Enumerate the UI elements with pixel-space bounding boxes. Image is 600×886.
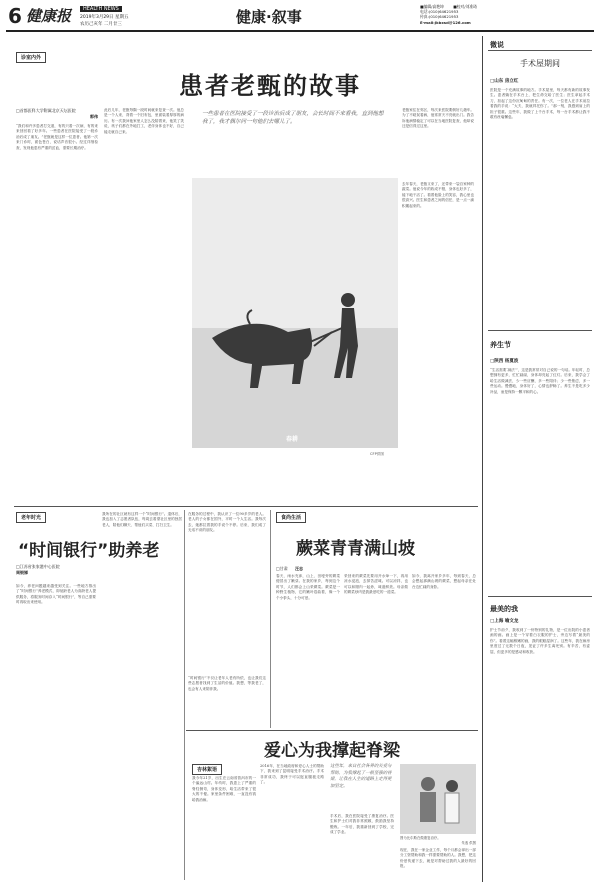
lunar-date: 农历己亥年 二月廿三 xyxy=(80,22,122,27)
main-title: 患者老甄的故事 xyxy=(179,72,361,100)
main-text-col2: 此后几年，老甄每隔一段时间就来复查一次。他总是一个人来，背着一个旧布包，里面装着厚厚的病历。有一次我问他家里人怎么没陪着来，他笑了笑说，孩子们都在外地打工，老伴身体也不好，自己能走就自己来。 xyxy=(104,108,184,134)
main-text-col3: 老甄家住在郊区，每次来医院要倒好几趟车。为了不耽误看病，他常常天不亮就出门。我告诉他病情稳定了可以在当地医院复查，他却说还是信得过这里。 xyxy=(402,108,474,129)
byline-author: 郭伟 xyxy=(90,114,98,119)
main-bottom-rule xyxy=(14,506,478,507)
column-tag: 诊室内外 xyxy=(16,52,46,63)
story2-text-col3: 在服务的过程中，我认识了一位90多岁的老人。老人的子女都在国外，平时一个人生活。我每次去，她都拉着我的手说个不停。后来，我们成了无话不谈的朋友。 xyxy=(188,512,266,533)
story4-text-col2: 2016年，在当地政府和爱心人士的帮助下，我来到了昆明接受手术治疗。手术非常成功，我终于可以挺直腰板走路了。 xyxy=(260,764,324,785)
sidebar-text-3: 护士节前夕，我收到了一份特别的礼物，是一位出院的小患者画的画。画上是一个穿着白衣服的护士，旁边写着“最美的你”。看着这幅稚嫩的画，我的眼眶湿润了。这些年，我在病房里度过了无数个日夜，见证了许多生离死别。有辛苦，有委屈，但更多的是感动和收获。 xyxy=(490,628,590,654)
story4-top-rule xyxy=(186,730,478,731)
sidebar-byline-2: □陕西 杨夏波 xyxy=(490,359,519,364)
proof: ■校对/刘准琦 xyxy=(453,4,477,9)
sidebar-rule-3 xyxy=(488,596,592,597)
sidebar-text-1: 医院是一个充满故事的地方。手术屋里，每天都有新的故事发生。患者躺在手术台上，把生命交给了医生；医生拿起手术刀，担起了这份沉甸甸的责任。有一次，一位老人在手术前拉着我的手说：“大夫，我就拜托你了。”那一刻，我感到肩上的担子很重。这些年，我做了上千台手术，每一台手术都让我不敢有丝毫懈怠。 xyxy=(490,88,590,120)
page-number: 6 xyxy=(8,4,22,28)
issue-date: 2019年3月29日 星期五 xyxy=(80,15,129,20)
rehab-photo-illustration xyxy=(400,764,476,834)
main-byline xyxy=(16,108,98,120)
editor-info xyxy=(420,4,592,25)
main-text-col4: 去年春天，老甄又来了，还带来一袋自家种的蔬菜。他说今年的收成不错，身体也好多了，能下地干活了。看着他脸上的笑容，我心里也很高兴。医生和患者之间的信任，是一点一滴积累起来的。 xyxy=(402,182,474,208)
story3-divider xyxy=(270,510,271,728)
story2-column-tag: 老年时光 xyxy=(16,512,46,523)
story2-divider xyxy=(184,510,185,880)
story4-credit: 朱逸 供图 xyxy=(461,840,476,845)
story2-byline-org: □江苏省张家港中心医院 xyxy=(16,564,60,569)
story3-text-col1: 春天，雨水充沛，山上、田埂旁的蕨菜便冒出了嫩芽。在我的家乡，每到这个时节，人们都会上山采蕨菜。蕨菜是一种野生植物，它的嫩叶卷曲着，像一个个小拳头，十分可爱。 xyxy=(276,574,340,600)
channel-title: 健康·叙事 xyxy=(236,8,302,26)
sidebar-label-2: 养生节 xyxy=(490,341,511,349)
story2-text-col4: “时间银行”不仅让老年人老有所依，也让我们这些志愿者找到了生活的价值。我想，等我老了，也会有人来陪伴我。 xyxy=(188,676,266,691)
main-text-col1: “我们和许多患者打交道，有的只看一次病，有的来来回回看了好多年。一些患者在医院接受了一段诊治后成了朋友。”老甄就是这样一位患者。他第一次来门诊时，面色苍白，说话声音很小。经过详细检查，发现他患有严重的贫血，需要长期治疗。 xyxy=(16,124,98,150)
masthead xyxy=(8,4,218,30)
story2-text-col2: 我所在的社区就有这样一个“时间银行”。退休后，我也加入了志愿者队伍，每周去看望社区里的独居老人，陪他们聊天、帮他们买菜、打扫卫生。 xyxy=(102,512,182,527)
story4-title: 爱心为我撑起脊梁 xyxy=(264,741,400,761)
story2-byline xyxy=(16,564,96,576)
sidebar-byline-1: □山东 房立红 xyxy=(490,79,519,84)
story4-text-col1: 我今年21岁，出生在云南省普洱市的一个偏远山村。年幼时，我患上了严重的脊柱侧弯，身体变形，给生活带来了很大的不便。家里条件困难，一直没有钱给我治病。 xyxy=(192,776,256,802)
pullquote: 一些患者在医院接受了一段诊治后成了朋友，会长时间不来看我，直到他想我了，我才偶尔问一句他们去哪儿了。 xyxy=(202,111,384,125)
phone: 电话:(010)64621953 xyxy=(420,9,459,15)
story4-pullquote: 这些年，来自社会各界的关爱与帮助，为我撑起了一根坚强的脊梁，让我在人生的道路上走得更加坚定。 xyxy=(330,764,392,789)
sidebar-rule-1 xyxy=(488,50,592,51)
photo-caption: 春耕 xyxy=(286,436,299,443)
main-photo xyxy=(192,178,398,448)
sidebar-text-2: “生活需要‘减法’”，这是我常常对自己说的一句话。年轻时，总想拥有更多，忙忙碌碌，身体却亮起了红灯。后来，我学会了给生活做减法，少一些应酬，多一些陪伴；少一些焦虑，多一些运动。慢慢地，身体好了，心情也舒畅了。养生不是吃多少补品，而是保持一颗平和的心。 xyxy=(490,368,590,394)
story3-text-col2: 采回来的蕨菜先要用开水焯一下，再用凉水浸泡，去掉苦涩味。可以凉拌，也可以和腊肉一起炒，味道鲜美。母亲做的蕨菜炒肉是我最爱吃的一道菜。 xyxy=(344,574,408,595)
story3-byline xyxy=(276,566,303,572)
story2-byline-author: 周银娣 xyxy=(16,570,28,575)
sidebar-divider xyxy=(482,36,483,882)
story4-photo-caption xyxy=(400,836,476,845)
section-en: HEALTH NEWS xyxy=(80,6,122,12)
photo-credit: CFP供图 xyxy=(370,452,384,456)
story3-text-col3: 如今，我离开家乡多年，每到春天，总会想起那满山坡的蕨菜，想起母亲在灶台边忙碌的身影。 xyxy=(412,574,476,589)
pullquote-box xyxy=(192,102,398,172)
story3-column-tag: 食尚生活 xyxy=(276,512,306,523)
story4-photo xyxy=(400,764,476,834)
editor: ■编辑/高艳坤 xyxy=(420,4,444,9)
story4-column-tag: 杏林絮语 xyxy=(192,764,222,775)
sidebar-rule-2 xyxy=(488,330,592,331)
story4-text-col4: 现在，我在一家企业工作，每个月都会拿出一部分工资帮助和我一样需要帮助的人。我想，把这份爱传递下去，就是对帮助过我的人最好的回报。 xyxy=(400,848,476,869)
story2-text-col1: 如今，养老问题越来越受到关注。一些地方推出了“时间银行”养老模式，即低龄老人为高龄老人提供服务，将服务时间存入“时间银行”，等自己需要时再取出来使用。 xyxy=(16,584,96,605)
sidebar-header-1: 手术屋期间 xyxy=(520,59,560,68)
paper-name: 健康报 xyxy=(26,7,72,25)
story3-byline-org: □甘肃 xyxy=(276,566,288,571)
story3-title: 蕨菜青青满山坡 xyxy=(296,539,415,559)
byline-org: □首都医科大学附属北京天坛医院 xyxy=(16,108,76,113)
sidebar-label-1: 微说 xyxy=(490,41,504,49)
sidebar-label-3: 最美的我 xyxy=(490,605,518,613)
email: E-mail:jkbxsd@126.com xyxy=(420,19,471,25)
sidebar-byline-3: □上海 喻文龙 xyxy=(490,619,519,624)
story2-title: “时间银行”助养老 xyxy=(18,541,160,561)
header-rule xyxy=(6,30,594,32)
fax: 传真:(010)64621953 xyxy=(420,14,459,20)
story4-caption: 图为比尔斯在做康复治疗。 xyxy=(400,836,441,840)
plowing-ox-illustration xyxy=(192,178,398,448)
story3-byline-author: 汪志 xyxy=(295,566,304,571)
story4-text-col3: 手术后，我在医院接受了康复治疗。医生和护士们对我非常照顾，鼓励我坚持锻炼。一年后，我重新回到了学校，完成了学业。 xyxy=(330,814,394,835)
